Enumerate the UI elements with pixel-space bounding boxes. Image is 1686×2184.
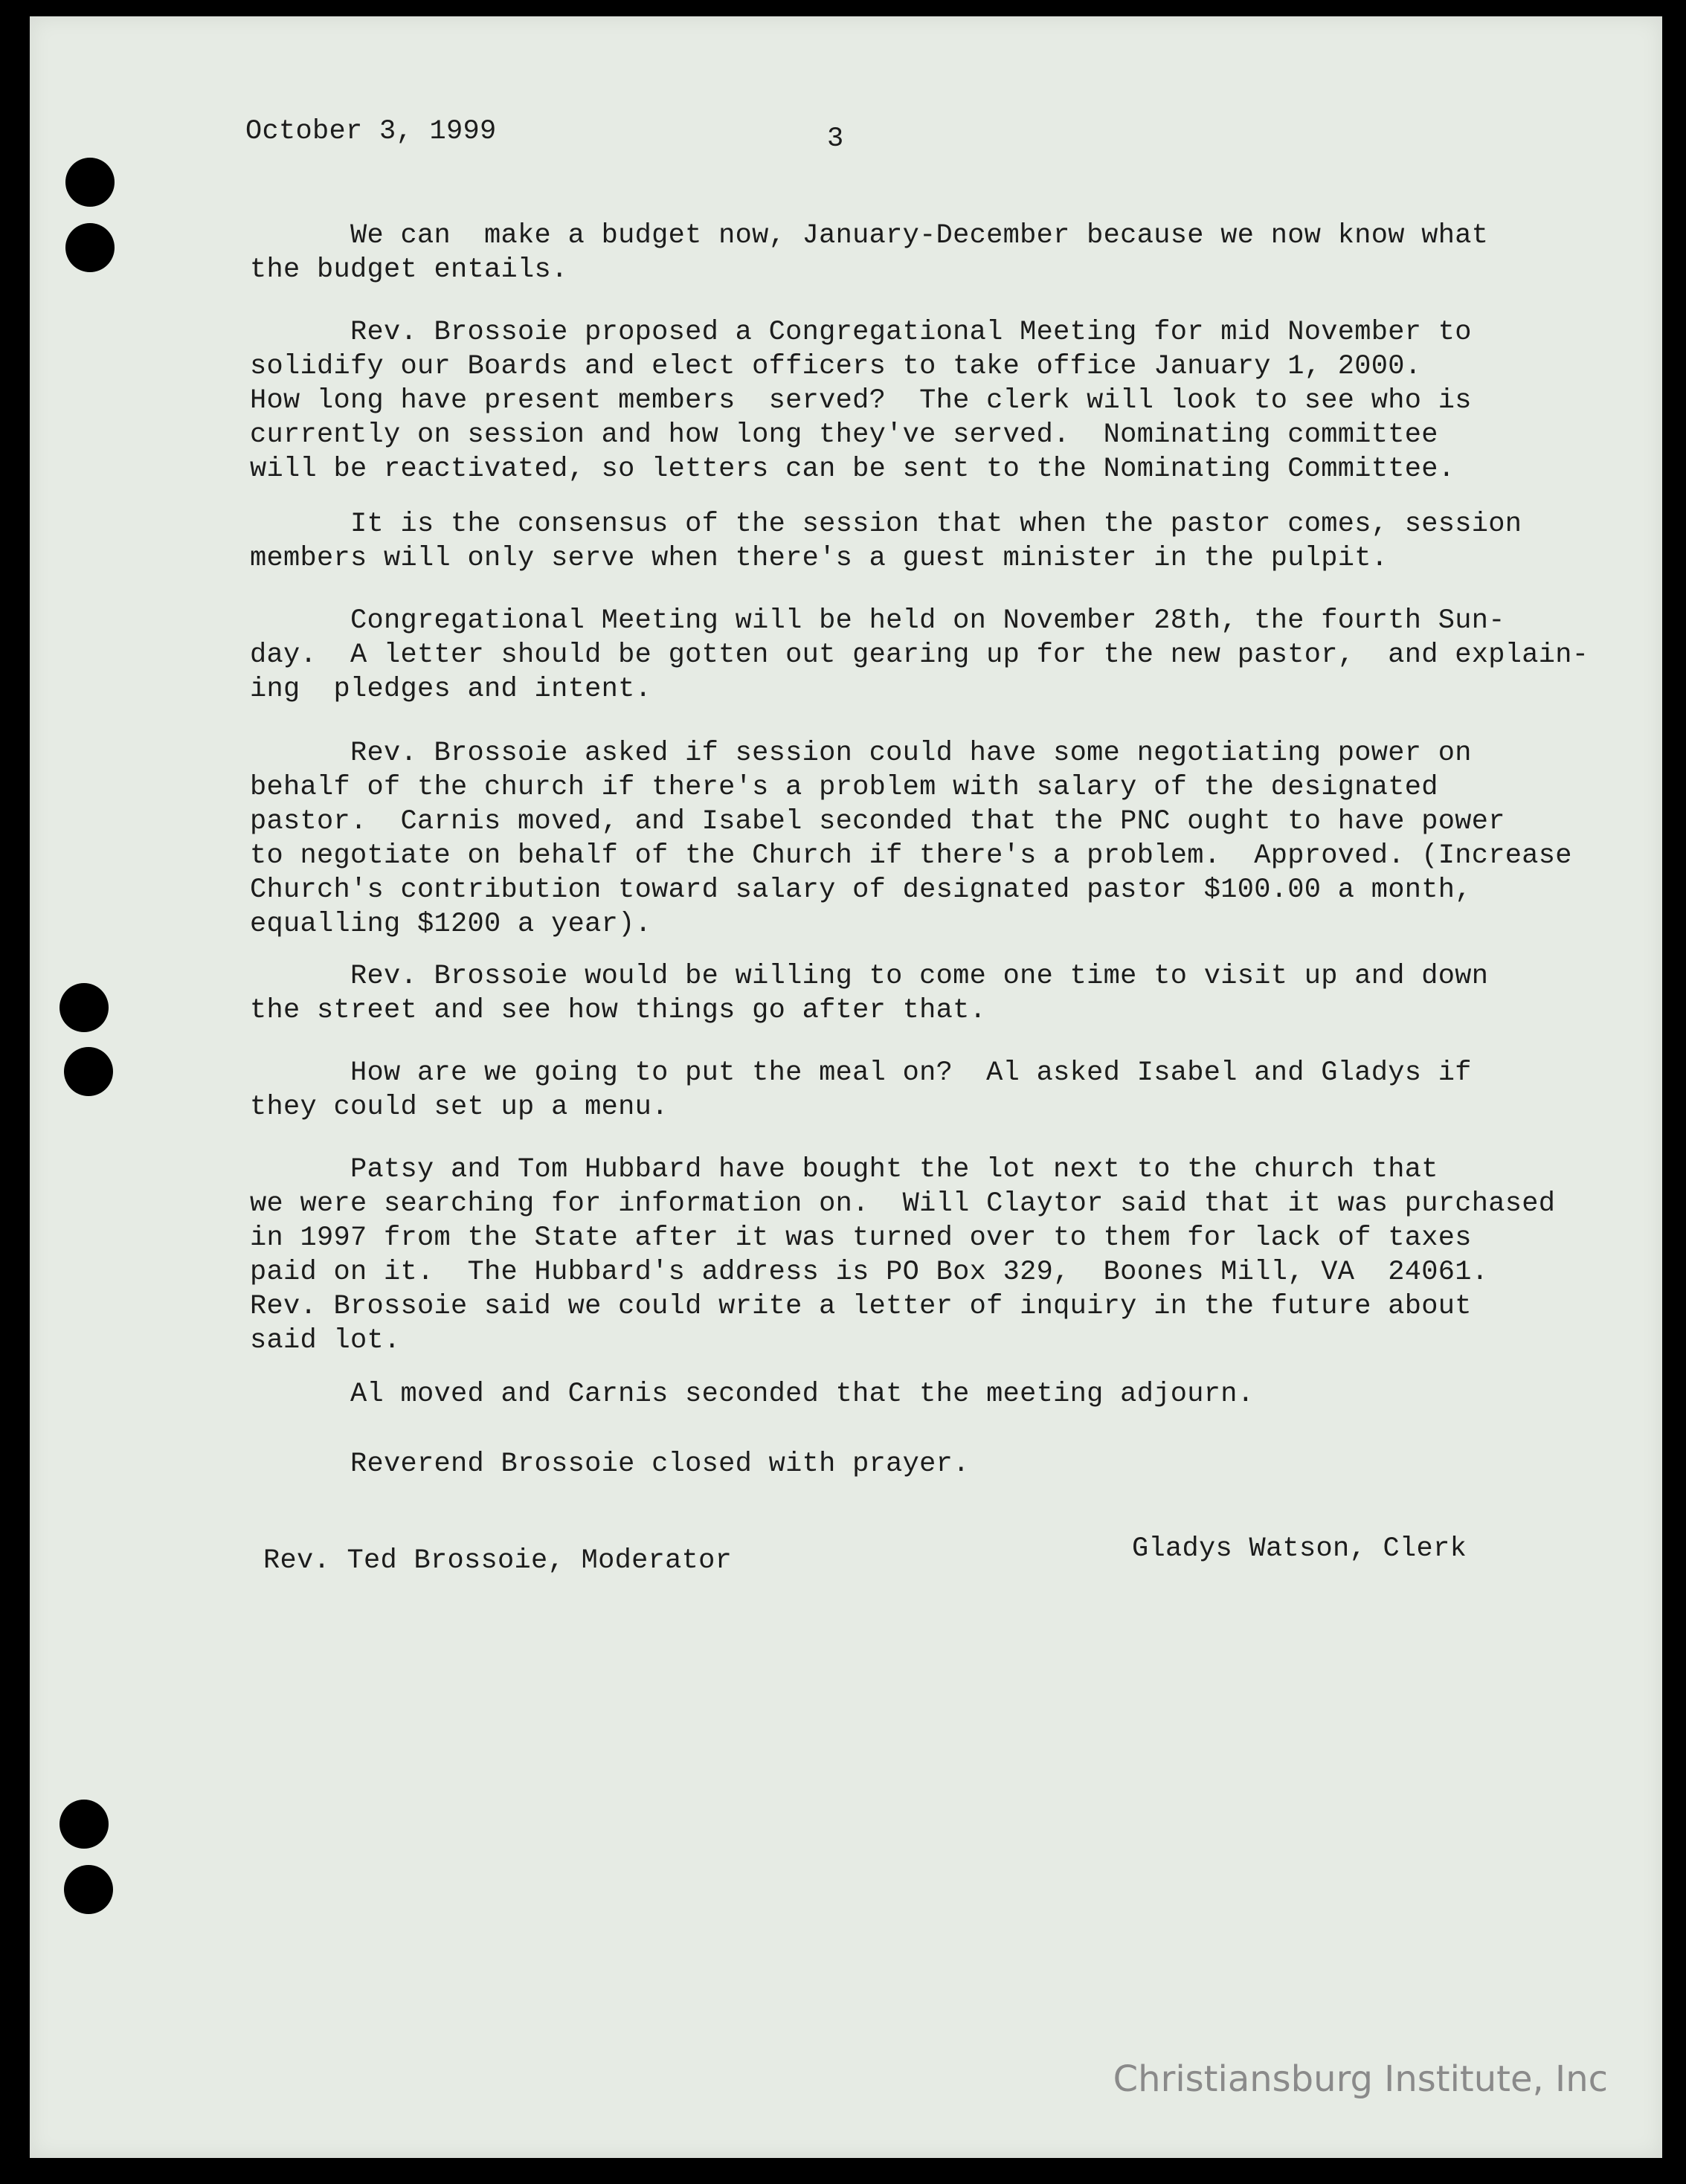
paragraph-congregational-proposal [250,315,1559,486]
text-line: they could set up a menu. [250,1092,669,1123]
paragraph-negotiating-power [250,736,1572,941]
text-line: day. A letter should be gotten out gearing up for the new pastor, and explain- [250,640,1589,671]
text-line: will be reactivated, so letters can be sent to the Nominating Committee. [250,454,1455,485]
text-line: Church's contribution toward salary of designated pastor $100.00 a month, [250,874,1472,906]
text-line: How long have present members served? The clerk will look to see who is [250,385,1472,416]
text-line: paid on it. The Hubbard's address is PO Box 329, Boones Mill, VA 24061. [250,1257,1489,1288]
text-line: Patsy and Tom Hubbard have bought the lot next to the church that [250,1154,1438,1185]
text-line: It is the consensus of the session that when the pastor comes, session [250,509,1522,540]
text-line: we were searching for information on. Will Claytor said that it was purchased [250,1188,1556,1220]
text-line: Reverend Brossoie closed with prayer. [250,1449,970,1480]
binder-hole-5 [59,1800,109,1849]
text-line: Rev. Brossoie said we could write a letter of inquiry in the future about [250,1291,1472,1322]
binder-hole-4 [64,1047,113,1096]
text-line: Rev. Brossoie asked if session could have some negotiating power on [250,738,1472,769]
binder-hole-2 [65,223,115,272]
text-line: to negotiate on behalf of the Church if there's a problem. Approved. (Increase [250,840,1572,872]
text-line: solidify our Boards and elect officers to take office January 1, 2000. [250,351,1422,382]
text-line: the street and see how things go after that. [250,995,987,1026]
text-line: said lot. [250,1325,401,1356]
paragraph-budget [250,219,1559,287]
binder-hole-6 [64,1865,113,1914]
text-line: How are we going to put the meal on? Al asked Isabel and Gladys if [250,1057,1472,1089]
binder-hole-1 [65,158,115,207]
text-line: Rev. Brossoie would be willing to come one time to visit up and down [250,961,1489,992]
paragraph-adjourn [250,1377,1559,1411]
text-line: currently on session and how long they've served. Nominating committee [250,419,1438,451]
paragraph-lot-purchase [250,1153,1559,1358]
text-line: pastor. Carnis moved, and Isabel seconded that the PNC ought to have power [250,806,1505,837]
text-line: We can make a budget now, January-December because we now know what [250,220,1489,251]
text-line: behalf of the church if there's a problem with salary of the designated [250,772,1438,803]
moderator-signature: Rev. Ted Brossoie, Moderator [263,1545,733,1576]
paragraph-meeting-date [250,604,1589,706]
paragraph-meal [250,1056,1559,1124]
page-number: 3 [827,123,844,155]
text-line: ing pledges and intent. [250,674,652,705]
paragraph-prayer [250,1447,1559,1481]
text-line: Al moved and Carnis seconded that the meeting adjourn. [250,1379,1255,1410]
text-line: Congregational Meeting will be held on November 28th, the fourth Sun- [250,605,1505,637]
binder-hole-3 [59,983,109,1032]
document-date: October 3, 1999 [245,116,497,147]
clerk-signature: Gladys Watson, Clerk [1132,1533,1467,1565]
text-line: in 1997 from the State after it was turned over to them for lack of taxes [250,1223,1472,1254]
text-line: equalling $1200 a year). [250,909,652,940]
text-line: the budget entails. [250,254,568,286]
text-line: members will only serve when there's a guest minister in the pulpit. [250,543,1389,574]
watermark-text: Christiansburg Institute, Inc [1113,2058,1608,2100]
paragraph-session-consensus [250,507,1559,576]
paragraph-visit [250,959,1559,1028]
text-line: Rev. Brossoie proposed a Congregational Meeting for mid November to [250,317,1472,348]
